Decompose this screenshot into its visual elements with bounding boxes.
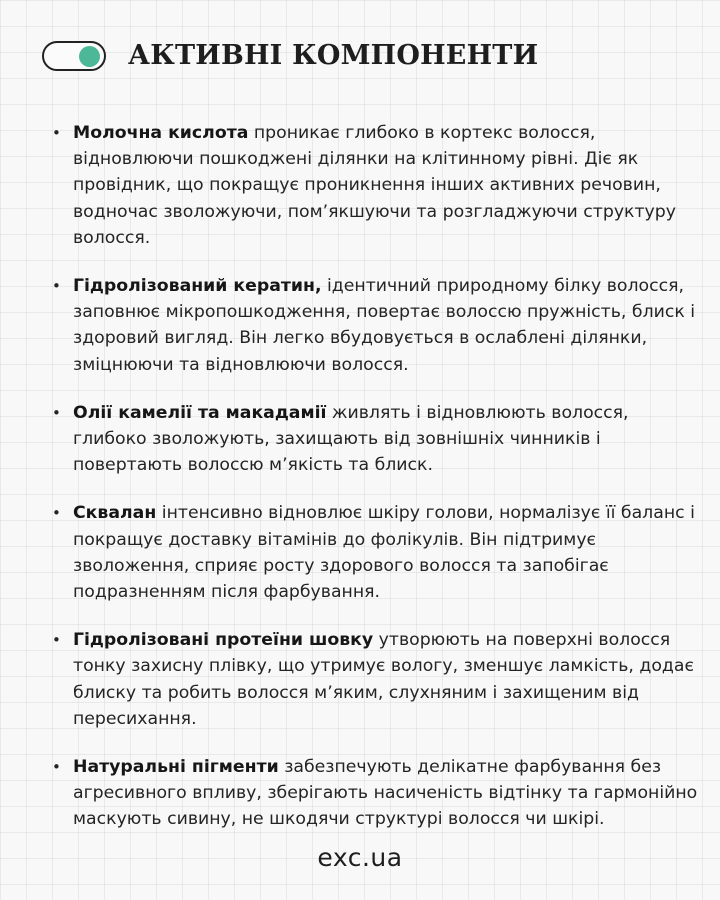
list-item <box>50 754 700 833</box>
toggle-switch-on-icon <box>42 41 106 71</box>
ingredient-description: утворюють на поверхні волосся тонку захисну плівку, що утримує вологу, зменшує ламкість, додає блиску та робить волосся м’яким, слухняним і захищеним від пересихання. <box>73 630 694 729</box>
ingredient-name: Натуральні пігменти <box>73 757 279 778</box>
ingredient-description: живлять і відновлюють волосся, глибоко зволожують, захищають від зовнішніх чинників і повертають волоссю м’якість та блиск. <box>73 402 629 476</box>
ingredient-list <box>50 120 700 855</box>
ingredient-name: Гідролізовані протеїни шовку <box>73 630 374 651</box>
ingredient-description: ідентичний природному білку волосся, заповнює мікропошкодження, повертає волоссю пружність, блиск і здоровий вигляд. Він легко вбудовується в ослаблені ділянки, зміцнюючи та відновлюючи волосся. <box>73 276 696 375</box>
toggle-knob <box>79 46 100 67</box>
list-item <box>50 500 700 605</box>
list-item <box>50 400 700 479</box>
ingredient-description: інтенсивно відновлює шкіру голови, нормалізує її баланс і покращує доставку вітамінів до фолікулів. Він підтримує зволоження, сприяє росту здорового волосся та запобігає подразненням після фарбування. <box>73 503 695 603</box>
header <box>42 40 538 71</box>
ingredient-name: Молочна кислота <box>73 123 249 143</box>
ingredient-name: Гідролізований кератин, <box>73 276 322 297</box>
site-url: exc.ua <box>317 843 403 872</box>
ingredient-name: Олії камелії та макадамії <box>73 402 327 423</box>
list-item <box>50 273 700 378</box>
list-item <box>50 120 700 251</box>
ingredient-description: забезпечують делікатне фарбування без агресивного впливу, зберігають насиченість відтінку та гармонійно маскують сивину, не шкодячи структурі волосся чи шкірі. <box>73 757 698 830</box>
page-title: АКТИВНІ КОМПОНЕНТИ <box>128 40 539 71</box>
list-item <box>50 627 700 732</box>
ingredient-name: Сквалан <box>73 503 157 524</box>
ingredient-description: проникає глибоко в кортекс волосся, відновлюючи пошкоджені ділянки на клітинному рівні. Діє як провідник, що покращує проникнення інших активних речовин, водночас зволожуючи, пом’якшуючи та розгладжуючи структуру волосся. <box>73 123 676 248</box>
